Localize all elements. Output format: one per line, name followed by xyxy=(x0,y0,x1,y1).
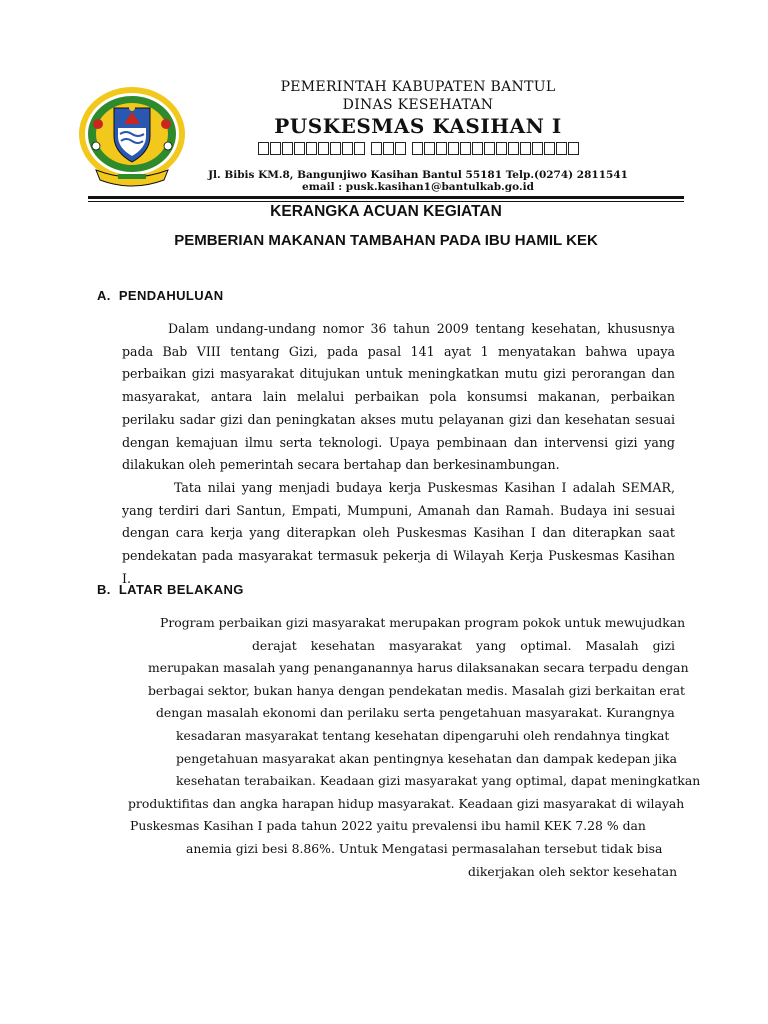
text-line: dengan masalah ekonomi dan perilaku serta pengetahuan masyarakat. Kurangnya xyxy=(156,705,675,721)
script-word xyxy=(371,142,406,160)
text-line: dikerjakan oleh sektor kesehatan xyxy=(468,863,678,879)
email: email : pusk.kasihan1@bantulkab.go.id xyxy=(302,181,534,193)
text-line: Program perbaikan gizi masyarakat merupakan program pokok untuk mewujudkan xyxy=(160,615,686,630)
text-line: anemia gizi besi 8.86%. Untuk Mengatasi permasalahan tersebut tidak bisa xyxy=(186,840,663,856)
bantul-regency-emblem-icon xyxy=(74,84,190,190)
background-paragraph xyxy=(122,612,701,883)
section-marker: B. xyxy=(97,582,111,597)
letterhead-divider xyxy=(88,196,684,199)
government-name: PEMERINTAH KABUPATEN BANTUL xyxy=(280,79,556,95)
paragraph: Dalam undang-undang nomor 36 tahun 2009 tentang kesehatan, khususnya pada Bab VIII tentang Gizi, pada pasal 141 ayat 1 menyatakan bahwa upaya perbaikan gizi masyarakat ditujukan untuk meningkatkan mutu gizi perorangan dan masyarakat, antara lain melalui perbaikan pola konsumsi makanan, perbaikan perilaku sadar gizi dan peningkatan akses mutu pelayanan gizi dan kesehatan sesuai dengan kemajuan ilmu serta teknologi. Upaya pembinaan dan intervensi gizi yang dilakukan oleh pemerintah secara bertahap dan berkesinambungan. xyxy=(122,321,675,473)
section-marker: A. xyxy=(97,288,111,303)
letterhead-divider-thin xyxy=(88,201,684,202)
section-a-heading xyxy=(97,288,224,303)
script-word xyxy=(412,142,579,160)
script-word xyxy=(258,142,365,160)
paragraph: Tata nilai yang menjadi budaya kerja Puskesmas Kasihan I adalah SEMAR, yang terdiri dari Santun, Empati, Mumpuni, Amanah dan Ramah. Budaya ini sesuai dengan cara kerja yang diterapkan oleh Puskesmas Kasihan I dan diterapkan saat pendekatan pada masyarakat termasuk pekerja di Wilayah Kerja Puskesmas Kasihan I. xyxy=(122,480,675,586)
document-subtitle: PEMBERIAN MAKANAN TAMBAHAN PADA IBU HAMIL KEK xyxy=(174,232,598,249)
document-title: KERANGKA ACUAN KEGIATAN xyxy=(270,203,502,220)
department-name: DINAS KESEHATAN xyxy=(342,97,494,113)
section-b-heading xyxy=(97,582,244,597)
text-line: pengetahuan masyarakat akan pentingnya kesehatan dan dampak kedepan jika xyxy=(176,750,678,766)
institution-name: PUSKESMAS KASIHAN I xyxy=(274,114,562,138)
javanese-script-name xyxy=(190,142,646,160)
text-line: kesadaran masyarakat tentang kesehatan dipengaruhi oleh rendahnya tingkat xyxy=(176,727,670,743)
text-line: merupakan masalah yang penanganannya harus dilaksanakan secara terpadu dengan xyxy=(148,660,689,676)
address: Jl. Bibis KM.8, Bangunjiwo Kasihan Bantul 55181 Telp.(0274) 2811541 xyxy=(208,169,628,181)
section-title: LATAR BELAKANG xyxy=(118,582,244,597)
text-line: berbagai sektor, bukan hanya dengan pendekatan medis. Masalah gizi berkaitan erat xyxy=(148,682,685,698)
text-line: derajat kesehatan masyarakat yang optimal. Masalah gizi xyxy=(252,637,675,653)
text-line: Puskesmas Kasihan I pada tahun 2022 yaitu prevalensi ibu hamil KEK 7.28 % dan xyxy=(130,818,646,834)
text-line: produktifitas dan angka harapan hidup masyarakat. Keadaan gizi masyarakat di wilayah xyxy=(128,795,685,811)
text-line: kesehatan terabaikan. Keadaan gizi masyarakat yang optimal, dapat meningkatkan xyxy=(176,773,701,789)
section-title: PENDAHULUAN xyxy=(118,288,224,303)
